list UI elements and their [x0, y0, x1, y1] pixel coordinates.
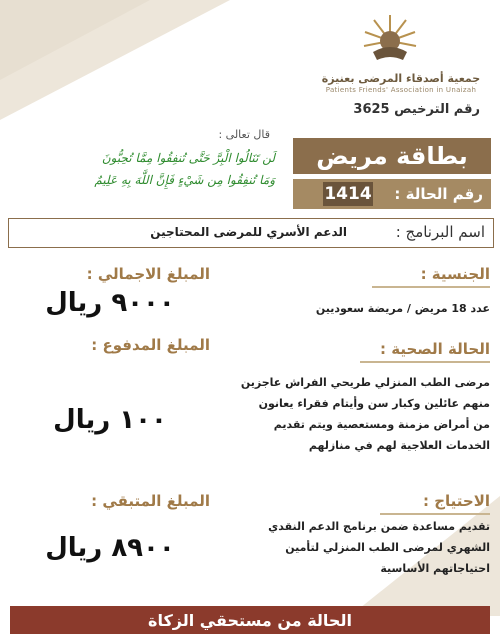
paid-amount-value: ١٠٠ ريال — [53, 405, 167, 435]
need-line-2: الشهري لمرضى الطب المنزلي لتأمين — [285, 541, 490, 554]
need-underline — [380, 513, 490, 515]
logo-english-name: Patients Friends' Association in Unaizah — [325, 86, 477, 94]
total-amount-value: ٩٠٠٠ ريال — [45, 288, 175, 318]
verse-line-1: لَن تَنَالُوا الْبِرَّ حَتَّى تُنفِقُوا مِمَّا تُحِبُّونَ — [101, 151, 275, 165]
health-line-1: مرضى الطب المنزلي طريحي الفراش عاجزين — [240, 376, 490, 389]
health-heading: الحالة الصحية : — [380, 340, 490, 358]
case-label: رقم الحالة : — [394, 185, 483, 203]
health-line-3: من أمراض مزمنة ومستعصية ويتم تقديم — [273, 418, 490, 431]
program-value: الدعم الأسري للمرضى المحتاجين — [150, 225, 347, 239]
health-underline — [360, 361, 490, 363]
license-number: رقم الترخيص 3625 — [353, 102, 480, 117]
case-number: 1414 — [324, 184, 372, 204]
health-line-4: الخدمات العلاجية لهم في منازلهم — [308, 439, 490, 452]
zakat-footer-bar — [10, 606, 490, 634]
decorative-corner-top-left-inner — [0, 0, 150, 80]
need-heading: الاحتياج : — [422, 492, 490, 510]
health-line-2: منهم عائلين وكبار سن وأيتام فقراء يعانون — [258, 397, 490, 410]
verse-line-2: وَمَا تُنفِقُوا مِن شَيْءٍ فَإِنَّ اللَّهَ بِهِ عَلِيمٌ — [94, 173, 275, 187]
total-amount-label: المبلغ الاجمالي : — [86, 265, 210, 283]
nationality-underline — [372, 286, 490, 288]
quote-intro: قال تعالى : — [218, 128, 270, 141]
card-title: بطاقة مريض — [316, 142, 468, 170]
program-bar — [8, 218, 494, 248]
zakat-footer-text: الحالة من مستحقي الزكاة — [148, 610, 352, 630]
remaining-amount-label: المبلغ المتبقي : — [91, 492, 210, 510]
nationality-heading: الجنسية : — [420, 265, 490, 283]
need-line-3: احتياجاتهم الأساسية — [380, 562, 490, 575]
logo-arabic-name: جمعية أصدقاء المرضى بعنيزة — [321, 72, 481, 85]
nationality-text: عدد 18 مريض / مريضة سعوديين — [315, 302, 490, 315]
remaining-amount-value: ٨٩٠٠ ريال — [45, 533, 175, 563]
handshake-sunburst-icon — [361, 12, 419, 70]
program-label: اسم البرنامج : — [395, 223, 485, 241]
need-line-1: تقديم مساعدة ضمن برنامج الدعم النقدي — [268, 520, 490, 533]
paid-amount-label: المبلغ المدفوع : — [91, 336, 210, 354]
case-number-box — [293, 179, 491, 209]
card-title-box — [293, 138, 491, 174]
